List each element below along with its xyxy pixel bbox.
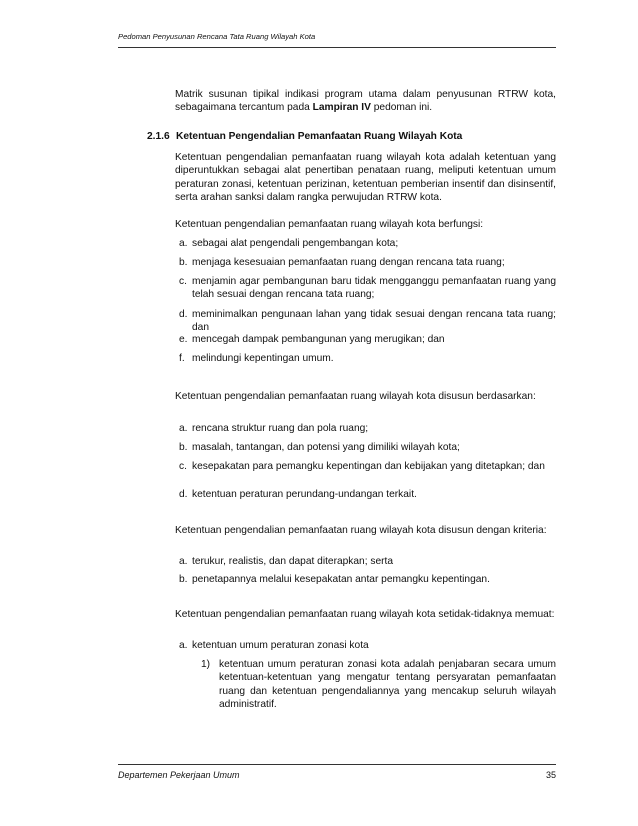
running-footer — [118, 770, 556, 780]
list-item: a. sebagai alat pengendali pengembangan kota; — [179, 238, 399, 249]
list-item: a. rencana struktur ruang dan pola ruang; — [179, 423, 369, 434]
intro-paragraph: Matrik susunan tipikal indikasi program utama dalam penyusunan RTRW kota, sebagaimana tercantum pada Lampiran IV pedoman ini. — [175, 89, 556, 114]
footer-publisher: Departemen Pekerjaan Umum — [118, 770, 240, 780]
list-item: b. masalah, tantangan, dan potensi yang dimiliki wilayah kota; — [179, 442, 460, 453]
list-item: b. penetapannya melalui kesepakatan antar pemangku kepentingan. — [179, 574, 490, 585]
function-intro: Ketentuan pengendalian pemanfaatan ruang wilayah kota berfungsi: — [175, 219, 484, 230]
list-item: f. melindungi kepentingan umum. — [179, 353, 334, 364]
footer-divider — [118, 764, 556, 765]
section-number: 2.1.6 — [147, 131, 170, 142]
list-item: b. menjaga kesesuaian pemanfaatan ruang dengan rencana tata ruang; — [179, 257, 505, 268]
list-item: d. meminimalkan pengunaan lahan yang tidak sesuai dengan rencana tata ruang; dan — [179, 309, 556, 334]
list-item: c. menjamin agar pembangunan baru tidak mengganggu pemanfaatan ruang yang telah sesuai dengan rencana tata ruang; — [179, 276, 556, 301]
list-item: a. ketentuan umum peraturan zonasi kota — [179, 640, 369, 651]
section-title: Ketentuan Pengendalian Pemanfaatan Ruang Wilayah Kota — [176, 131, 463, 142]
content-intro: Ketentuan pengendalian pemanfaatan ruang wilayah kota setidak-tidaknya memuat: — [175, 609, 555, 620]
list-item: e. mencegah dampak pembangunan yang merugikan; dan — [179, 334, 445, 345]
list-item: d. ketentuan peraturan perundang-undangan terkait. — [179, 489, 417, 500]
page-number: 35 — [545, 770, 556, 780]
sub-list-item: 1) ketentuan umum peraturan zonasi kota adalah penjabaran secara umum ketentuan-ketentuan yang mengatur tentang persyaratan pemanfaatan ruang dan ketentuan pengendaliannya yang mencakup seluruh wilayah administratif. — [201, 659, 556, 711]
definition-paragraph: Ketentuan pengendalian pemanfaatan ruang wilayah kota adalah ketentuan yang diperuntukkan sebagai alat penertiban penataan ruang, meliputi ketentuan umum peraturan zonasi, ketentuan perizinan, ketentuan pemberian insentif dan disinsentif, serta arahan sanksi dalam rangka perwujudan RTRW kota. — [175, 152, 556, 204]
basis-intro: Ketentuan pengendalian pemanfaatan ruang wilayah kota disusun berdasarkan: — [175, 391, 536, 402]
list-item: a. terukur, realistis, dan dapat diterapkan; serta — [179, 556, 394, 567]
list-item: c. kesepakatan para pemangku kepentingan dan kebijakan yang ditetapkan; dan — [179, 461, 545, 472]
section-heading — [147, 131, 462, 142]
criteria-intro: Ketentuan pengendalian pemanfaatan ruang wilayah kota disusun dengan kriteria: — [175, 525, 547, 536]
appendix-reference: Lampiran IV — [312, 102, 371, 114]
running-header: Pedoman Penyusunan Rencana Tata Ruang Wilayah Kota — [118, 32, 556, 48]
